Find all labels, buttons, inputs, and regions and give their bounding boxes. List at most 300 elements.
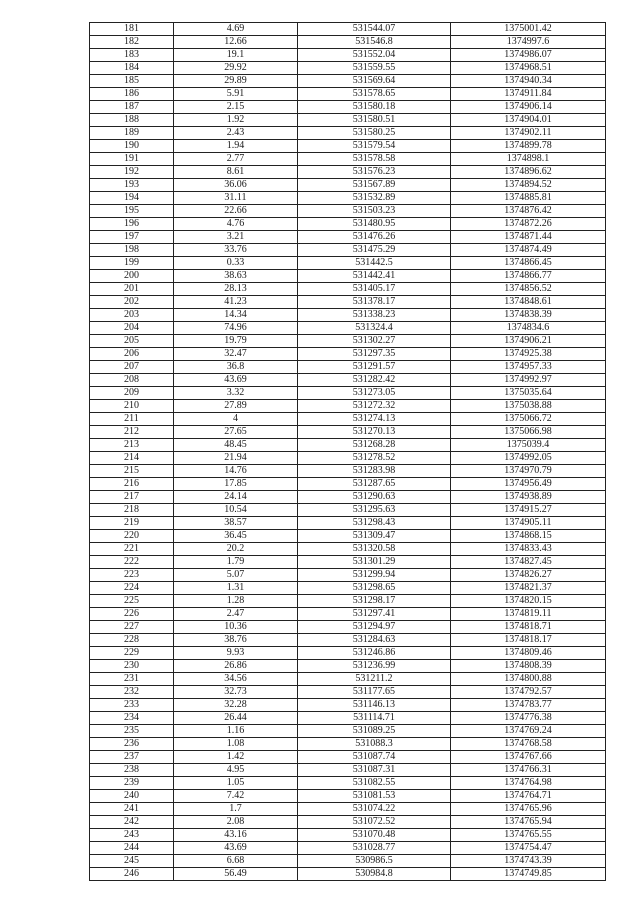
distance-cell: 26.44 [174,712,298,725]
x-coordinate-cell: 531405.17 [298,283,451,296]
x-coordinate-cell: 531324.4 [298,322,451,335]
table-row [90,348,606,361]
y-coordinate-cell: 1374764.71 [451,790,606,803]
table-row [90,426,606,439]
x-coordinate-cell: 531475.29 [298,244,451,257]
x-coordinate-cell: 531074.22 [298,803,451,816]
x-coordinate-cell: 531567.89 [298,179,451,192]
x-coordinate-cell: 531578.58 [298,153,451,166]
distance-cell: 38.63 [174,270,298,283]
point-number-cell: 219 [90,517,174,530]
x-coordinate-cell: 531320.58 [298,543,451,556]
y-coordinate-cell: 1375038.88 [451,400,606,413]
table-row [90,686,606,699]
x-coordinate-cell: 531290.63 [298,491,451,504]
x-coordinate-cell: 531503.23 [298,205,451,218]
distance-cell: 8.61 [174,166,298,179]
table-row [90,413,606,426]
table-row [90,608,606,621]
x-coordinate-cell: 531580.25 [298,127,451,140]
table-row [90,855,606,868]
point-number-cell: 210 [90,400,174,413]
distance-cell: 2.77 [174,153,298,166]
distance-cell: 32.47 [174,348,298,361]
point-number-cell: 229 [90,647,174,660]
point-number-cell: 218 [90,504,174,517]
x-coordinate-cell: 531211.2 [298,673,451,686]
y-coordinate-cell: 1374808.39 [451,660,606,673]
y-coordinate-cell: 1374894.52 [451,179,606,192]
x-coordinate-cell: 531299.94 [298,569,451,582]
y-coordinate-cell: 1374992.05 [451,452,606,465]
distance-cell: 9.93 [174,647,298,660]
y-coordinate-cell: 1374905.11 [451,517,606,530]
table-row [90,634,606,647]
y-coordinate-cell: 1375035.64 [451,387,606,400]
y-coordinate-cell: 1374871.44 [451,231,606,244]
distance-cell: 41.23 [174,296,298,309]
table-row [90,296,606,309]
table-row [90,153,606,166]
y-coordinate-cell: 1374992.97 [451,374,606,387]
y-coordinate-cell: 1374764.98 [451,777,606,790]
table-row [90,751,606,764]
point-number-cell: 228 [90,634,174,647]
y-coordinate-cell: 1374834.6 [451,322,606,335]
point-number-cell: 182 [90,36,174,49]
table-row [90,530,606,543]
distance-cell: 22.66 [174,205,298,218]
point-number-cell: 181 [90,23,174,36]
point-number-cell: 227 [90,621,174,634]
y-coordinate-cell: 1374902.11 [451,127,606,140]
distance-cell: 1.31 [174,582,298,595]
x-coordinate-cell: 531378.17 [298,296,451,309]
y-coordinate-cell: 1374970.79 [451,465,606,478]
point-number-cell: 189 [90,127,174,140]
distance-cell: 43.69 [174,842,298,855]
point-number-cell: 243 [90,829,174,842]
distance-cell: 4.69 [174,23,298,36]
table-row [90,517,606,530]
table-row [90,270,606,283]
y-coordinate-cell: 1374915.27 [451,504,606,517]
point-number-cell: 232 [90,686,174,699]
x-coordinate-cell: 531301.29 [298,556,451,569]
distance-cell: 5.07 [174,569,298,582]
y-coordinate-cell: 1374765.96 [451,803,606,816]
y-coordinate-cell: 1374821.37 [451,582,606,595]
point-number-cell: 191 [90,153,174,166]
x-coordinate-cell: 531295.63 [298,504,451,517]
point-number-cell: 184 [90,62,174,75]
x-coordinate-cell: 531302.27 [298,335,451,348]
y-coordinate-cell: 1374838.39 [451,309,606,322]
x-coordinate-cell: 531298.65 [298,582,451,595]
y-coordinate-cell: 1374906.21 [451,335,606,348]
x-coordinate-cell: 531552.04 [298,49,451,62]
distance-cell: 29.89 [174,75,298,88]
distance-cell: 2.15 [174,101,298,114]
distance-cell: 6.68 [174,855,298,868]
y-coordinate-cell: 1374904.01 [451,114,606,127]
distance-cell: 3.32 [174,387,298,400]
distance-cell: 32.28 [174,699,298,712]
point-number-cell: 206 [90,348,174,361]
table-row [90,829,606,842]
distance-cell: 21.94 [174,452,298,465]
distance-cell: 14.34 [174,309,298,322]
y-coordinate-cell: 1374765.94 [451,816,606,829]
y-coordinate-cell: 1374833.43 [451,543,606,556]
table-row [90,621,606,634]
distance-cell: 27.65 [174,426,298,439]
x-coordinate-cell: 531283.98 [298,465,451,478]
point-number-cell: 244 [90,842,174,855]
table-row [90,36,606,49]
point-number-cell: 223 [90,569,174,582]
point-number-cell: 240 [90,790,174,803]
y-coordinate-cell: 1374754.47 [451,842,606,855]
y-coordinate-cell: 1374866.45 [451,257,606,270]
y-coordinate-cell: 1374938.89 [451,491,606,504]
table-row [90,725,606,738]
table-row [90,699,606,712]
distance-cell: 0.33 [174,257,298,270]
point-number-cell: 230 [90,660,174,673]
y-coordinate-cell: 1374818.71 [451,621,606,634]
distance-cell: 19.79 [174,335,298,348]
table-row [90,335,606,348]
coordinate-table-body [90,23,606,881]
table-row [90,179,606,192]
distance-cell: 14.76 [174,465,298,478]
point-number-cell: 231 [90,673,174,686]
table-row [90,114,606,127]
y-coordinate-cell: 1374925.38 [451,348,606,361]
point-number-cell: 217 [90,491,174,504]
x-coordinate-cell: 531082.55 [298,777,451,790]
x-coordinate-cell: 531579.54 [298,140,451,153]
y-coordinate-cell: 1374776.38 [451,712,606,725]
table-row [90,842,606,855]
x-coordinate-cell: 531294.97 [298,621,451,634]
y-coordinate-cell: 1374809.46 [451,647,606,660]
point-number-cell: 242 [90,816,174,829]
x-coordinate-cell: 531284.63 [298,634,451,647]
point-number-cell: 208 [90,374,174,387]
point-number-cell: 209 [90,387,174,400]
x-coordinate-cell: 531580.18 [298,101,451,114]
x-coordinate-cell: 531072.52 [298,816,451,829]
x-coordinate-cell: 531028.77 [298,842,451,855]
distance-cell: 4.95 [174,764,298,777]
point-number-cell: 212 [90,426,174,439]
table-row [90,62,606,75]
x-coordinate-cell: 531442.41 [298,270,451,283]
distance-cell: 38.57 [174,517,298,530]
point-number-cell: 221 [90,543,174,556]
x-coordinate-cell: 531559.55 [298,62,451,75]
y-coordinate-cell: 1374768.58 [451,738,606,751]
distance-cell: 36.45 [174,530,298,543]
distance-cell: 7.42 [174,790,298,803]
x-coordinate-cell: 531544.07 [298,23,451,36]
y-coordinate-cell: 1374856.52 [451,283,606,296]
distance-cell: 32.73 [174,686,298,699]
x-coordinate-cell: 531274.13 [298,413,451,426]
distance-cell: 20.2 [174,543,298,556]
y-coordinate-cell: 1375039.4 [451,439,606,452]
distance-cell: 2.08 [174,816,298,829]
distance-cell: 24.14 [174,491,298,504]
table-row [90,868,606,881]
distance-cell: 2.43 [174,127,298,140]
table-row [90,231,606,244]
table-row [90,556,606,569]
point-number-cell: 187 [90,101,174,114]
distance-cell: 31.11 [174,192,298,205]
table-row [90,660,606,673]
table-row [90,23,606,36]
table-row [90,192,606,205]
table-row [90,322,606,335]
x-coordinate-cell: 531089.25 [298,725,451,738]
distance-cell: 34.56 [174,673,298,686]
table-row [90,803,606,816]
table-row [90,738,606,751]
distance-cell: 19.1 [174,49,298,62]
distance-cell: 27.89 [174,400,298,413]
point-number-cell: 197 [90,231,174,244]
y-coordinate-cell: 1374868.15 [451,530,606,543]
point-number-cell: 207 [90,361,174,374]
y-coordinate-cell: 1374986.07 [451,49,606,62]
x-coordinate-cell: 531297.35 [298,348,451,361]
table-row [90,504,606,517]
x-coordinate-cell: 531309.47 [298,530,451,543]
x-coordinate-cell: 531580.51 [298,114,451,127]
y-coordinate-cell: 1374792.57 [451,686,606,699]
table-row [90,140,606,153]
y-coordinate-cell: 1374765.55 [451,829,606,842]
table-row [90,712,606,725]
distance-cell: 3.21 [174,231,298,244]
y-coordinate-cell: 1374968.51 [451,62,606,75]
y-coordinate-cell: 1374766.31 [451,764,606,777]
point-number-cell: 202 [90,296,174,309]
x-coordinate-cell: 531532.89 [298,192,451,205]
point-number-cell: 233 [90,699,174,712]
y-coordinate-cell: 1375001.42 [451,23,606,36]
table-row [90,777,606,790]
y-coordinate-cell: 1374769.24 [451,725,606,738]
x-coordinate-cell: 531282.42 [298,374,451,387]
point-number-cell: 234 [90,712,174,725]
distance-cell: 4.76 [174,218,298,231]
x-coordinate-cell: 531114.71 [298,712,451,725]
x-coordinate-cell: 531298.17 [298,595,451,608]
y-coordinate-cell: 1374876.42 [451,205,606,218]
table-row [90,543,606,556]
table-row [90,400,606,413]
table-row [90,387,606,400]
table-row [90,816,606,829]
x-coordinate-cell: 531070.48 [298,829,451,842]
point-number-cell: 222 [90,556,174,569]
x-coordinate-cell: 531287.65 [298,478,451,491]
table-row [90,452,606,465]
y-coordinate-cell: 1375066.72 [451,413,606,426]
table-row [90,569,606,582]
table-row [90,218,606,231]
point-number-cell: 188 [90,114,174,127]
point-number-cell: 204 [90,322,174,335]
table-row [90,101,606,114]
distance-cell: 10.54 [174,504,298,517]
x-coordinate-cell: 531268.28 [298,439,451,452]
distance-cell: 1.16 [174,725,298,738]
table-row [90,595,606,608]
x-coordinate-cell: 531236.99 [298,660,451,673]
distance-cell: 36.8 [174,361,298,374]
table-row [90,764,606,777]
y-coordinate-cell: 1374896.62 [451,166,606,179]
y-coordinate-cell: 1374743.39 [451,855,606,868]
x-coordinate-cell: 531087.74 [298,751,451,764]
y-coordinate-cell: 1375066.98 [451,426,606,439]
point-number-cell: 198 [90,244,174,257]
y-coordinate-cell: 1374874.49 [451,244,606,257]
point-number-cell: 211 [90,413,174,426]
y-coordinate-cell: 1374749.85 [451,868,606,881]
y-coordinate-cell: 1374866.77 [451,270,606,283]
y-coordinate-cell: 1374767.66 [451,751,606,764]
distance-cell: 48.45 [174,439,298,452]
point-number-cell: 185 [90,75,174,88]
distance-cell: 1.92 [174,114,298,127]
x-coordinate-cell: 531298.43 [298,517,451,530]
y-coordinate-cell: 1374898.1 [451,153,606,166]
distance-cell: 33.76 [174,244,298,257]
table-row [90,257,606,270]
distance-cell: 12.66 [174,36,298,49]
point-number-cell: 213 [90,439,174,452]
table-row [90,491,606,504]
x-coordinate-cell: 531272.32 [298,400,451,413]
point-number-cell: 195 [90,205,174,218]
point-number-cell: 238 [90,764,174,777]
distance-cell: 1.05 [174,777,298,790]
point-number-cell: 241 [90,803,174,816]
point-number-cell: 186 [90,88,174,101]
point-number-cell: 236 [90,738,174,751]
point-number-cell: 220 [90,530,174,543]
point-number-cell: 246 [90,868,174,881]
x-coordinate-cell: 531480.95 [298,218,451,231]
y-coordinate-cell: 1374906.14 [451,101,606,114]
coordinate-table [89,22,606,881]
table-row [90,361,606,374]
distance-cell: 36.06 [174,179,298,192]
distance-cell: 29.92 [174,62,298,75]
y-coordinate-cell: 1374848.61 [451,296,606,309]
point-number-cell: 215 [90,465,174,478]
y-coordinate-cell: 1374827.45 [451,556,606,569]
distance-cell: 74.96 [174,322,298,335]
y-coordinate-cell: 1374957.33 [451,361,606,374]
y-coordinate-cell: 1374956.49 [451,478,606,491]
x-coordinate-cell: 531146.13 [298,699,451,712]
distance-cell: 2.47 [174,608,298,621]
table-row [90,283,606,296]
table-row [90,49,606,62]
y-coordinate-cell: 1374899.78 [451,140,606,153]
point-number-cell: 216 [90,478,174,491]
point-number-cell: 183 [90,49,174,62]
x-coordinate-cell: 531476.26 [298,231,451,244]
x-coordinate-cell: 531576.23 [298,166,451,179]
x-coordinate-cell: 531442.5 [298,257,451,270]
distance-cell: 1.42 [174,751,298,764]
y-coordinate-cell: 1374818.17 [451,634,606,647]
point-number-cell: 237 [90,751,174,764]
table-row [90,75,606,88]
distance-cell: 4 [174,413,298,426]
point-number-cell: 224 [90,582,174,595]
x-coordinate-cell: 531546.8 [298,36,451,49]
point-number-cell: 226 [90,608,174,621]
table-row [90,309,606,322]
point-number-cell: 199 [90,257,174,270]
distance-cell: 38.76 [174,634,298,647]
x-coordinate-cell: 531270.13 [298,426,451,439]
table-row [90,127,606,140]
point-number-cell: 193 [90,179,174,192]
x-coordinate-cell: 531088.3 [298,738,451,751]
point-number-cell: 235 [90,725,174,738]
x-coordinate-cell: 531246.86 [298,647,451,660]
y-coordinate-cell: 1374820.15 [451,595,606,608]
x-coordinate-cell: 531569.64 [298,75,451,88]
x-coordinate-cell: 531297.41 [298,608,451,621]
distance-cell: 5.91 [174,88,298,101]
point-number-cell: 214 [90,452,174,465]
point-number-cell: 203 [90,309,174,322]
table-row [90,647,606,660]
table-row [90,205,606,218]
x-coordinate-cell: 531578.65 [298,88,451,101]
y-coordinate-cell: 1374997.6 [451,36,606,49]
y-coordinate-cell: 1374940.34 [451,75,606,88]
table-row [90,478,606,491]
y-coordinate-cell: 1374885.81 [451,192,606,205]
x-coordinate-cell: 531087.31 [298,764,451,777]
y-coordinate-cell: 1374819.11 [451,608,606,621]
distance-cell: 56.49 [174,868,298,881]
y-coordinate-cell: 1374911.84 [451,88,606,101]
y-coordinate-cell: 1374783.77 [451,699,606,712]
x-coordinate-cell: 530986.5 [298,855,451,868]
distance-cell: 28.13 [174,283,298,296]
distance-cell: 1.79 [174,556,298,569]
x-coordinate-cell: 531081.53 [298,790,451,803]
table-row [90,582,606,595]
table-row [90,465,606,478]
table-row [90,88,606,101]
x-coordinate-cell: 531338.23 [298,309,451,322]
distance-cell: 1.7 [174,803,298,816]
